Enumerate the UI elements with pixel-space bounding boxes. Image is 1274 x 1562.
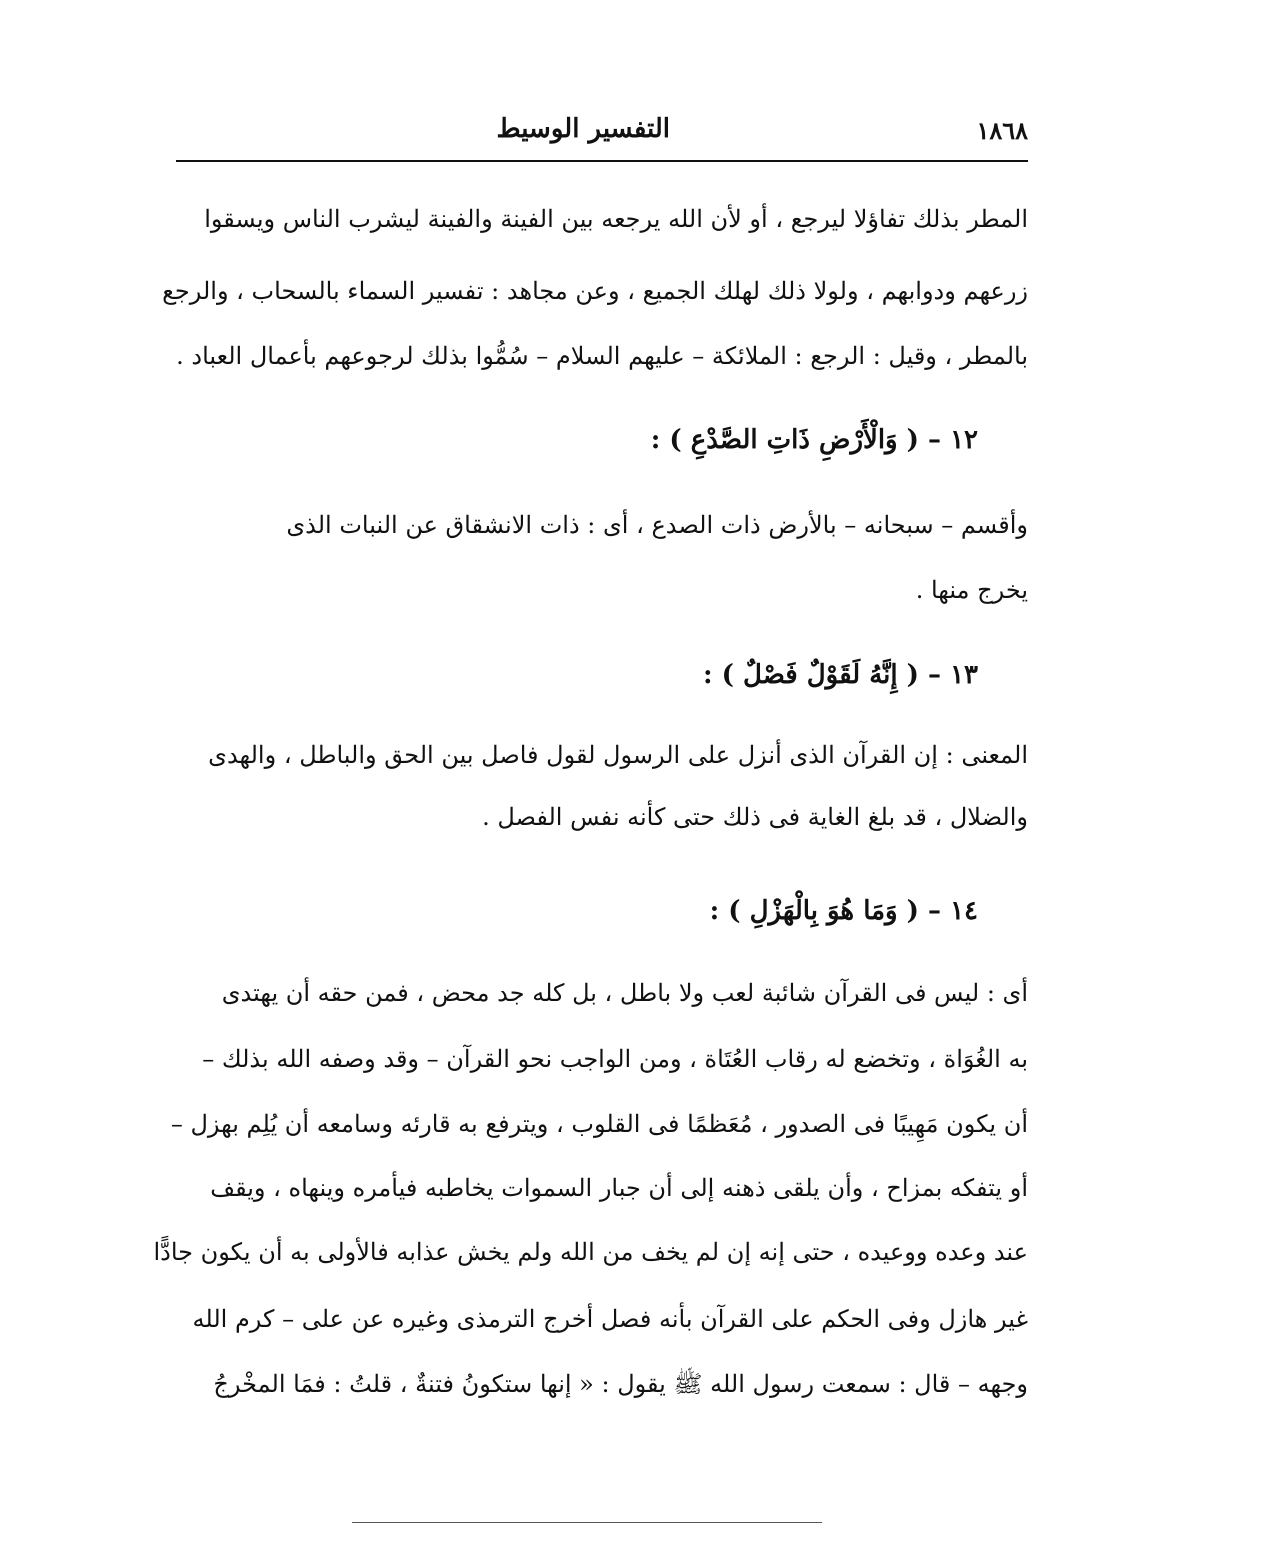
footer-rule: [352, 1522, 822, 1523]
text-line: عند وعده ووعيده ، حتى إنه إن لم يخف من الله ولم يخش عذابه فالأولى به أن يكون جادًّا: [153, 1238, 1028, 1266]
text-line: يخرج منها .: [915, 576, 1028, 604]
verse-heading-12: ١٢ – ( وَالْأَرْضِ ذَاتِ الصَّدْعِ ) :: [650, 425, 978, 455]
text-line: أن يكون مَهِيبًا فى الصدور ، مُعَظمًا فى القلوب ، ويترفع به قارئه وسامعه أن يُلِم بهزل –: [170, 1110, 1028, 1138]
running-title: التفسير الوسيط: [496, 114, 670, 144]
text-line: وأقسم – سبحانه – بالأرض ذات الصدع ، أى : ذات الانشقاق عن النبات الذى: [286, 511, 1028, 539]
text-line: به الغُوَاة ، وتخضع له رقاب العُتَاة ، ومن الواجب نحو القرآن – وقد وصفه الله بذلك –: [202, 1045, 1028, 1073]
text-line: والضلال ، قد بلغ الغاية فى ذلك حتى كأنه نفس الفصل .: [482, 803, 1028, 831]
text-line: بالمطر ، وقيل : الرجع : الملائكة – عليهم السلام – سُمُّوا بذلك لرجوعهم بأعمال العباد .: [176, 342, 1028, 370]
page-number: ١٨٦٨: [976, 116, 1028, 145]
text-line: المعنى : إن القرآن الذى أنزل على الرسول لقول فاصل بين الحق والباطل ، والهدى: [208, 741, 1028, 769]
text-line: أى : ليس فى القرآن شائبة لعب ولا باطل ، بل كله جد محض ، فمن حقه أن يهتدى: [221, 979, 1028, 1007]
text-line: زرعهم ودوابهم ، ولولا ذلك لهلك الجميع ، وعن مجاهد : تفسير السماء بالسحاب ، والرجع: [162, 277, 1028, 305]
text-line: أو يتفكه بمزاح ، وأن يلقى ذهنه إلى أن جبار السموات يخاطبه فيأمره وينهاه ، ويقف: [210, 1174, 1028, 1202]
text-line: وجهه – قال : سمعت رسول الله ﷺ يقول : « إنها ستكونُ فتنةٌ ، قلتُ : فمَا المخْرجُ: [213, 1370, 1028, 1398]
text-line: المطر بذلك تفاؤلا ليرجع ، أو لأن الله يرجعه بين الفينة والفينة ليشرب الناس ويسقوا: [204, 205, 1028, 233]
body-text: [153, 0, 1028, 1562]
verse-heading-13: ١٣ – ( إِنَّهُ لَقَوْلٌ فَصْلٌ ) :: [703, 660, 978, 690]
text-line: غير هازل وفى الحكم على القرآن بأنه فصل أخرج الترمذى وغيره عن على – كرم الله: [192, 1305, 1028, 1333]
verse-heading-14: ١٤ – ( وَمَا هُوَ بِالْهَزْلِ ) :: [709, 896, 978, 926]
